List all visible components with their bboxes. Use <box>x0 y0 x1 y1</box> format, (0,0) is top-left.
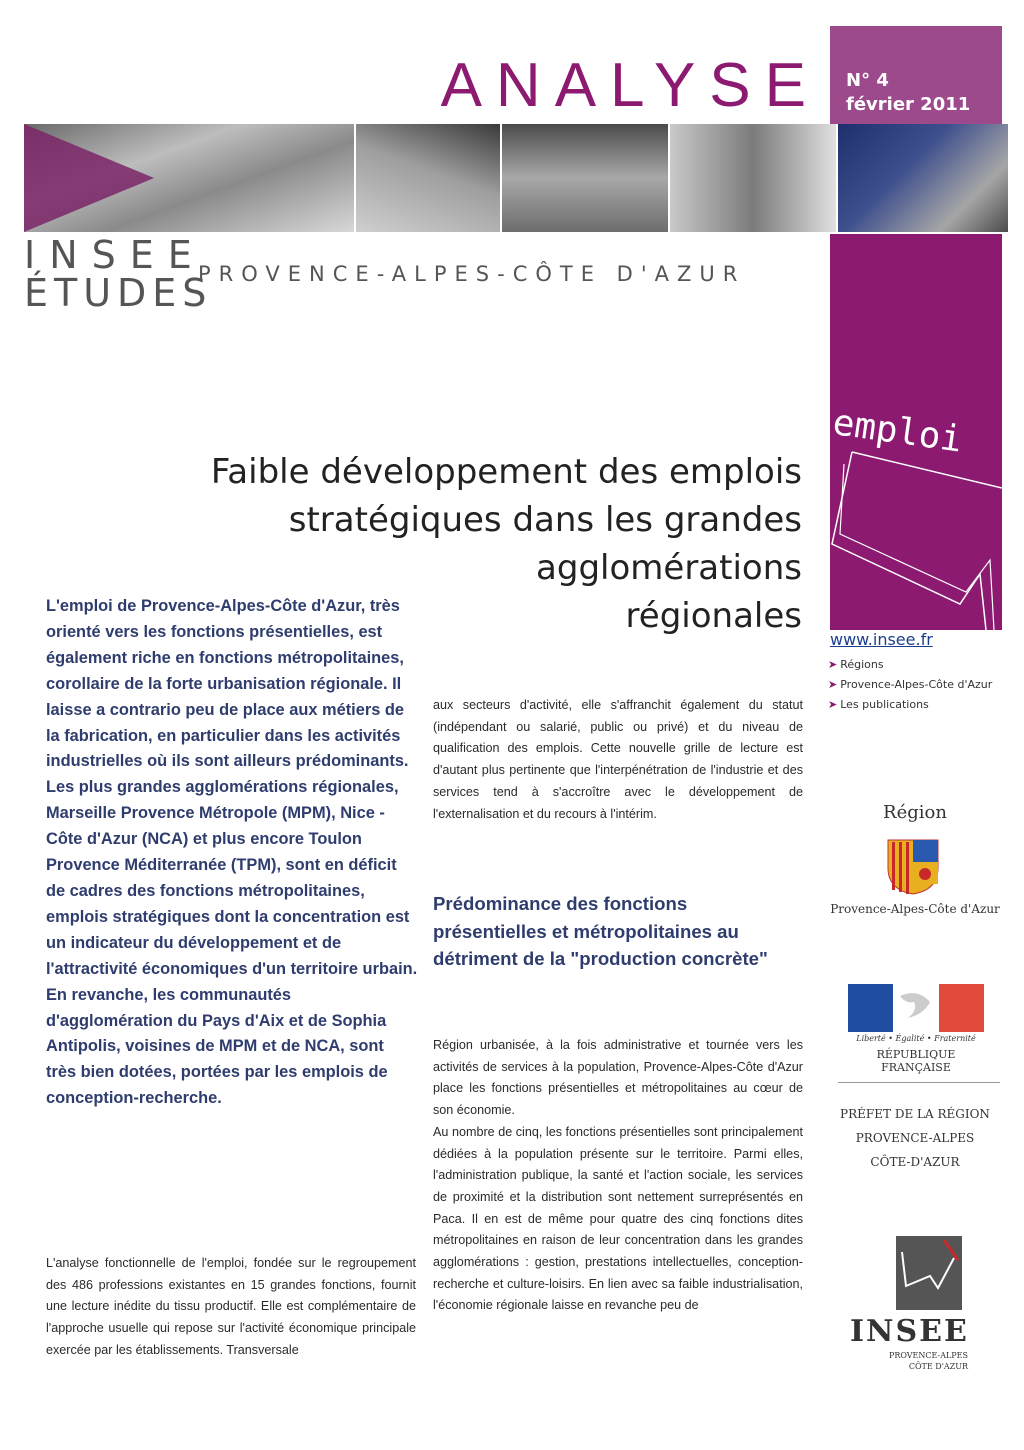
marianne-logo <box>848 984 984 1032</box>
theme-label: emploi <box>830 402 965 461</box>
photo-strip <box>24 124 1000 232</box>
brand-line-insee: INSEE <box>24 233 206 277</box>
nav-link-publications[interactable]: ➤ Les publications <box>828 697 929 711</box>
computer-photo <box>356 124 500 232</box>
summary-paragraph: Les plus grandes agglomérations régionales, Marseille Provence Métropole (MPM), Nice - Côte d'Azur (NCA) et plus encore Toulon Provence Méditerranée (TPM), sont en déficit de cadres des fonctions métropolitaines, emplois stratégiques dont la concentration est un indicateur du développement et de l'attractivité économiques d'un territoire urbain. En revanche, les communautés d'agglomération du Pays d'Aix et de Sophia Antipolis, voisines de MPM et de NCA, sont très bien dotées, portées par les emplois de conception-recherche. <box>46 778 418 1108</box>
worker-photo <box>838 124 1008 232</box>
divider <box>838 1082 1000 1083</box>
series-title: ANALYSE <box>440 51 820 120</box>
issue-box <box>830 26 1002 124</box>
nav-links <box>828 654 992 714</box>
arrow-right-icon: ➤ <box>828 677 838 691</box>
republic-name: RÉPUBLIQUE FRANÇAISE <box>876 1048 956 1074</box>
section-heading: Prédominance des fonctions présentielles et métropolitaines au détriment de la "production concrète" <box>433 893 768 969</box>
insee-logo-graphic <box>896 1236 962 1310</box>
issue-date: février 2011 <box>846 94 971 115</box>
right-body-bottom <box>433 1035 803 1317</box>
right-body-top <box>433 695 803 825</box>
arrow-right-icon: ➤ <box>828 657 838 671</box>
theme-line-graphic <box>830 434 1002 630</box>
architecture-photo <box>670 124 836 232</box>
body-paragraph: L'analyse fonctionnelle de l'emploi, fondée sur le regroupement des 486 professions existantes en 15 grandes fonctions, fournit une lecture inédite du tissu productif. Elle est complémentaire de l'approche usuelle qui repose sur l'activité économique principale exercée par les établissements. Transversale <box>46 1256 416 1357</box>
issue-number: N° 4 <box>846 70 889 91</box>
region-name: Provence-Alpes-Côte d'Azur <box>830 902 1000 916</box>
body-paragraph: aux secteurs d'activité, elle s'affranchit également du statut (indépendant ou salarié, public ou privé) et du niveau de qualification des emplois. Cette nouvelle grille de lecture est d'autant plus pertinente que l'interpénétration de l'industrie et des services tend à s'accroître avec le développement de l'externalisation et du recours à l'intérim. <box>433 698 803 821</box>
region-banner: PROVENCE-ALPES-CÔTE D'AZUR <box>198 262 746 286</box>
article-summary <box>46 594 418 1112</box>
body-paragraph: Au nombre de cinq, les fonctions présentielles sont principalement dédiées à la population présente sur le territoire. Parmi elles, l'administration publique, la santé et l'action sociale, les services de proximité et la distribution sont nettement surreprésentés en Paca. Il en est de même pour quatre des cinq fonctions dites métropolitaines en raison de leur concentration dans les grandes agglomérations : gestion, prestations intellectuelles, conception-recherche et culture-loisirs. En lien avec sa faible industrialisation, l'économie régionale laisse en revanche peu de <box>433 1124 803 1313</box>
left-body-column <box>46 1253 416 1362</box>
feet-photo <box>502 124 668 232</box>
nav-link-paca[interactable]: ➤ Provence-Alpes-Côte d'Azur <box>828 677 993 691</box>
republic-motto: Liberté • Égalité • Fraternité <box>856 1034 976 1043</box>
insee-logo-icon <box>896 1236 962 1310</box>
summary-paragraph: L'emploi de Provence-Alpes-Côte d'Azur, très orienté vers les fonctions présentielles, est également riche en fonctions métropolitaines, corollaire de la forte urbanisation régionale. Il laisse a contrario peu de place aux métiers de la fabrication, en particulier dans les activités industrielles où ils sont ailleurs prédominants. <box>46 597 409 771</box>
region-crest-logo <box>886 838 940 896</box>
nav-link-regions[interactable]: ➤ Régions <box>828 657 884 671</box>
theme-panel <box>830 234 1002 630</box>
insee-etudes-logo <box>24 233 213 315</box>
region-label: Région <box>883 802 947 823</box>
insee-logo-text: INSEE <box>850 1314 969 1349</box>
body-paragraph: Région urbanisée, à la fois administrative et tournée vers les activités de services à la population, Provence-Alpes-Côte d'Azur place les fonctions présentielles et métropolitaines au cœur de son économie. <box>433 1038 803 1118</box>
arrow-right-icon: ➤ <box>828 697 838 711</box>
triangle-graphic <box>24 124 154 232</box>
insee-site-link[interactable]: www.insee.fr <box>830 630 933 649</box>
article-title: Faible développement des emplois stratégiques dans les grandes agglomérations régionales <box>210 452 802 636</box>
brand-line-etudes: ÉTUDES <box>24 271 213 315</box>
insee-logo-subtitle: PROVENCE-ALPES CÔTE D'AZUR <box>888 1351 968 1371</box>
tram-photo <box>24 124 354 232</box>
prefet-block: PRÉFET DE LA RÉGION PROVENCE-ALPES CÔTE-D'AZUR <box>840 1107 990 1169</box>
